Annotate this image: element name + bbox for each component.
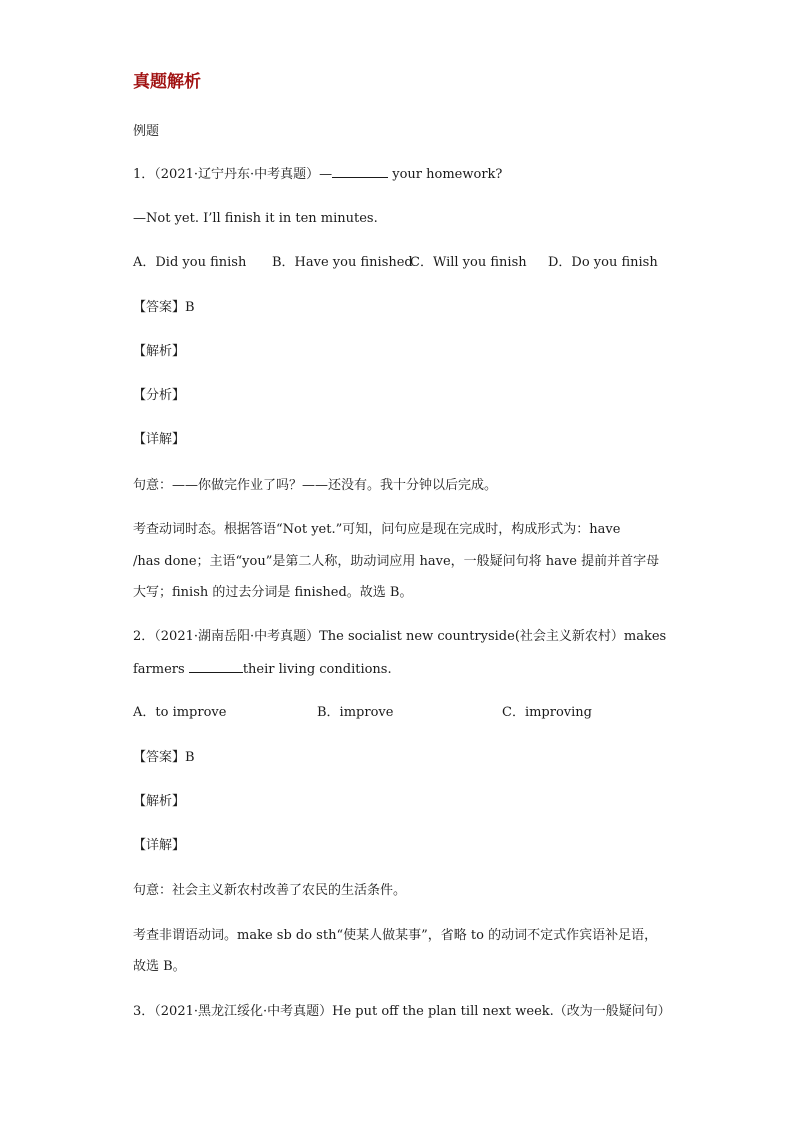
q2-stem-line-2 (133, 661, 392, 678)
q2-detail-heading: 【详解】 (133, 838, 186, 853)
q1-stem (133, 166, 502, 183)
q2-stem-prefix: farmers (133, 662, 189, 677)
q1-fenxi-heading: 【分析】 (133, 388, 186, 403)
q1-explanation-line-1: 考查动词时态。根据答语“Not yet.”可知，问句应是现在完成时，构成形式为：have (133, 522, 621, 537)
q1-stem-suffix: your homework? (388, 167, 503, 182)
q1-detail-heading: 【详解】 (133, 432, 186, 447)
q2-stem-suffix: their living conditions. (242, 662, 392, 677)
q2-answer: 【答案】B (133, 750, 195, 765)
q2-stem-line-1: 2．（2021·湖南岳阳·中考真题）The socialist new countryside(社会主义新农村）makes (133, 629, 667, 644)
q2-explanation-line-1: 考查非谓语动词。make sb do sth“使某人做某事”，省略 to 的动词不定式作宾语补足语， (133, 928, 658, 943)
q2-analysis-heading: 【解析】 (133, 794, 186, 809)
q1-reply: —Not yet. I’ll finish it in ten minutes. (133, 211, 378, 226)
q2-option-a: A．to improve (133, 705, 227, 720)
q2-option-c: C．improving (502, 705, 592, 720)
example-label: 例题 (133, 124, 160, 139)
q1-explanation-line-2: /has done；主语“you”是第二人称，助动词应用 have，一般疑问句将 have 提前并首字母 (133, 554, 660, 569)
q1-explanation-line-3: 大写；finish 的过去分词是 finished。故选 B。 (133, 585, 413, 600)
q1-blank (332, 166, 388, 178)
q1-analysis-heading: 【解析】 (133, 344, 186, 359)
q3-stem: 3．（2021·黑龙江绥化·中考真题）He put off the plan till next week.（改为一般疑问句） (133, 1004, 671, 1019)
q1-option-d: D．Do you finish (548, 255, 658, 270)
q1-option-c: C．Will you finish (410, 255, 527, 270)
q1-answer: 【答案】B (133, 300, 195, 315)
q1-option-b: B．Have you finished (272, 255, 413, 270)
q1-option-a: A．Did you finish (133, 255, 247, 270)
q2-meaning: 句意：社会主义新农村改善了农民的生活条件。 (133, 883, 407, 898)
q2-explanation-line-2: 故选 B。 (133, 959, 186, 974)
q2-option-b: B．improve (317, 705, 394, 720)
q2-blank (189, 661, 243, 673)
q1-stem-prefix: 1．（2021·辽宁丹东·中考真题）— (133, 167, 333, 182)
q1-meaning: 句意：——你做完作业了吗？——还没有。我十分钟以后完成。 (133, 478, 498, 493)
section-title: 真题解析 (133, 72, 201, 92)
